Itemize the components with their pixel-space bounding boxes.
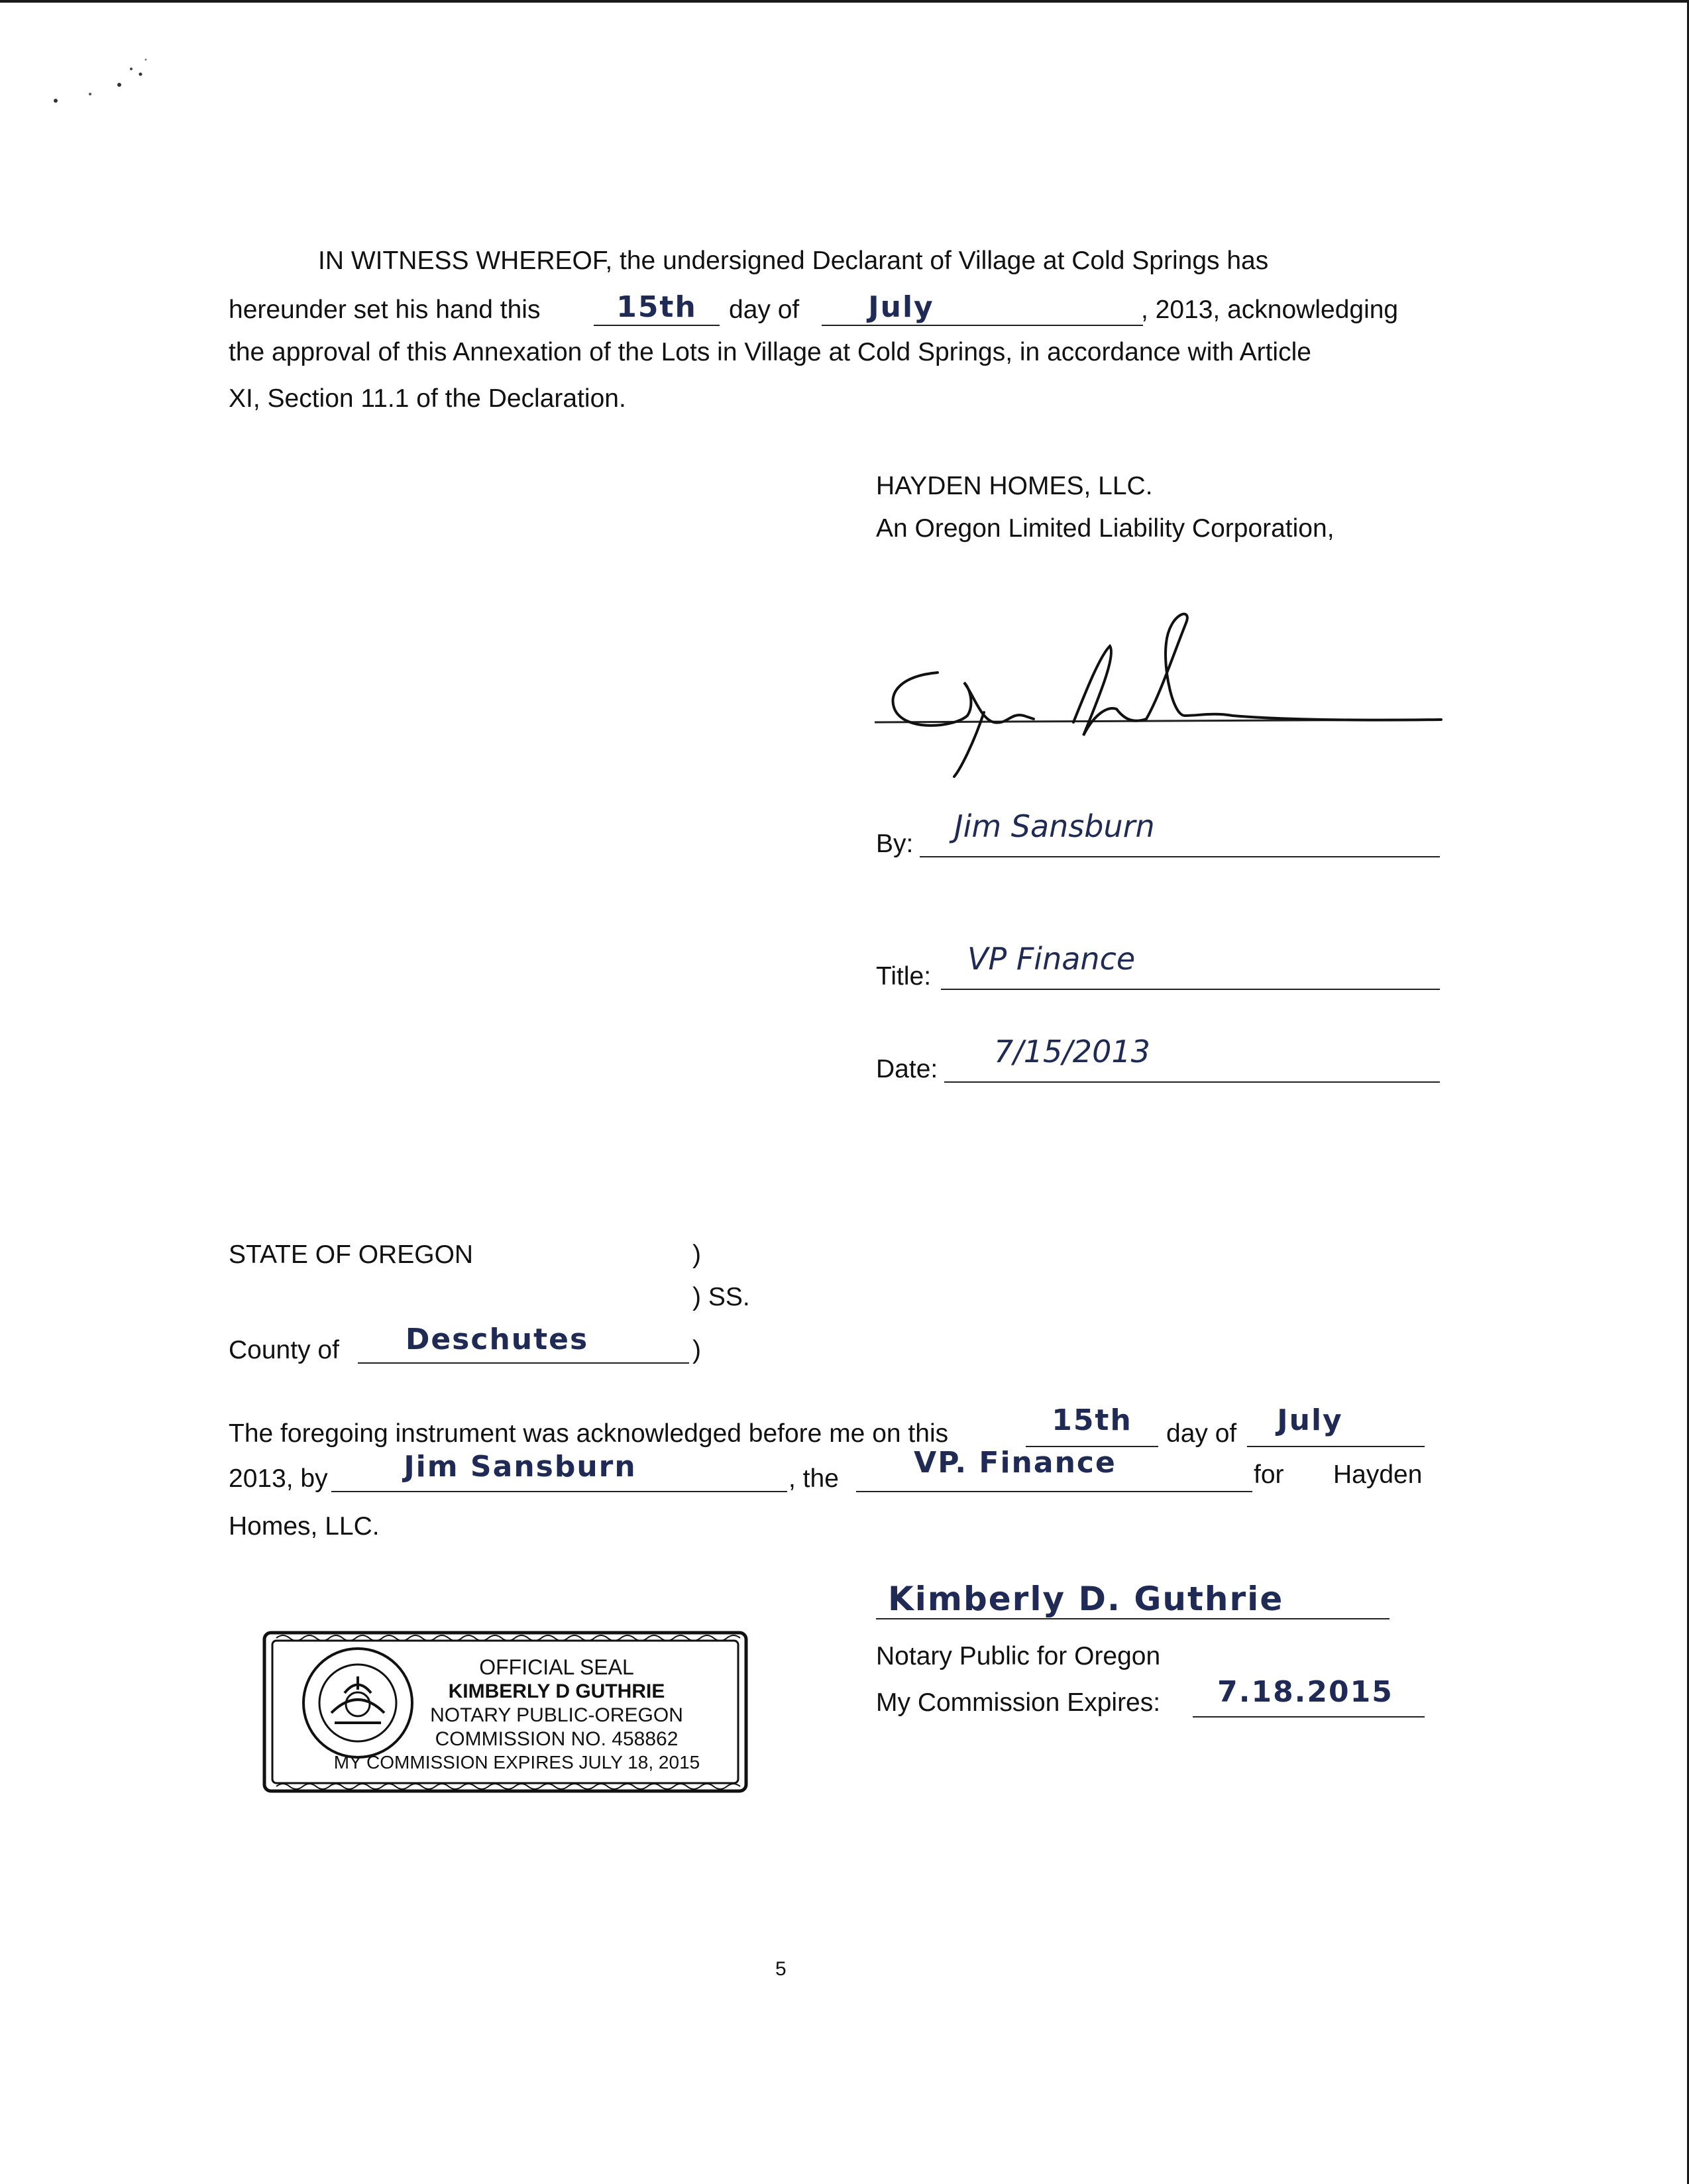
ack-day-handwritten: 15th (1052, 1403, 1132, 1437)
county-label: County of (229, 1336, 339, 1364)
title-label: Title: (876, 962, 932, 991)
title-handwritten: VP Finance (967, 941, 1136, 977)
venue-state: STATE OF OREGON (229, 1240, 474, 1269)
witness-line-2-suffix: , 2013, acknowledging (1141, 296, 1399, 324)
commission-label: My Commission Expires: (876, 1688, 1161, 1717)
venue-paren-1: ) (692, 1240, 701, 1269)
ack-line-2-the: , the (789, 1464, 839, 1493)
ack-line-2-prefix: 2013, by (229, 1464, 328, 1493)
seal-line-3: NOTARY PUBLIC-OREGON (430, 1704, 683, 1726)
venue-ss: ) SS. (692, 1283, 750, 1311)
ack-title-handwritten: VP. Finance (914, 1446, 1117, 1480)
ack-line-1-prefix: The foregoing instrument was acknowledged before me on this (229, 1419, 949, 1448)
seal-line-2: KIMBERLY D GUTHRIE (448, 1680, 665, 1702)
scan-edge-top (0, 0, 1689, 3)
ack-month-handwritten: July (1277, 1403, 1343, 1437)
notary-signature: Kimberly D. Guthrie (888, 1580, 1284, 1618)
month-handwritten: July (868, 290, 934, 324)
witness-line-3: the approval of this Annexation of the Lots in Village at Cold Springs, in accordance with Article (229, 338, 1311, 366)
declarant-signature (875, 583, 1444, 782)
witness-line-1: IN WITNESS WHEREOF, the undersigned Declarant of Village at Cold Springs has (318, 246, 1269, 275)
witness-line-4: XI, Section 11.1 of the Declaration. (229, 384, 626, 413)
company-name: HAYDEN HOMES, LLC. (876, 472, 1153, 500)
seal-line-4: COMMISSION NO. 458862 (435, 1728, 679, 1750)
commission-handwritten: 7.18.2015 (1217, 1675, 1393, 1709)
day-handwritten: 15th (616, 290, 697, 324)
county-handwritten: Deschutes (405, 1323, 589, 1356)
by-label: By: (876, 830, 914, 858)
seal-line-5: MY COMMISSION EXPIRES JULY 18, 2015 (333, 1752, 700, 1773)
ack-line-2-for: for (1254, 1460, 1284, 1489)
ack-line-2-suffix: Hayden (1333, 1460, 1423, 1489)
date-label: Date: (876, 1055, 938, 1083)
ack-name-handwritten: Jim Sansburn (404, 1450, 637, 1484)
date-handwritten: 7/15/2013 (994, 1034, 1150, 1069)
by-signature: Jim Sansburn (954, 808, 1155, 844)
company-description: An Oregon Limited Liability Corporation, (876, 514, 1335, 543)
ack-line-3: Homes, LLC. (229, 1512, 380, 1541)
witness-line-2-day-of: day of (729, 296, 800, 324)
seal-line-1: OFFICIAL SEAL (479, 1655, 634, 1679)
venue-paren-3: ) (692, 1336, 701, 1364)
notary-label: Notary Public for Oregon (876, 1642, 1161, 1670)
ack-line-1-day-of: day of (1166, 1419, 1237, 1448)
scan-specks (46, 53, 166, 113)
witness-line-2-prefix: hereunder set his hand this (229, 296, 541, 324)
page-number: 5 (775, 1958, 787, 1980)
